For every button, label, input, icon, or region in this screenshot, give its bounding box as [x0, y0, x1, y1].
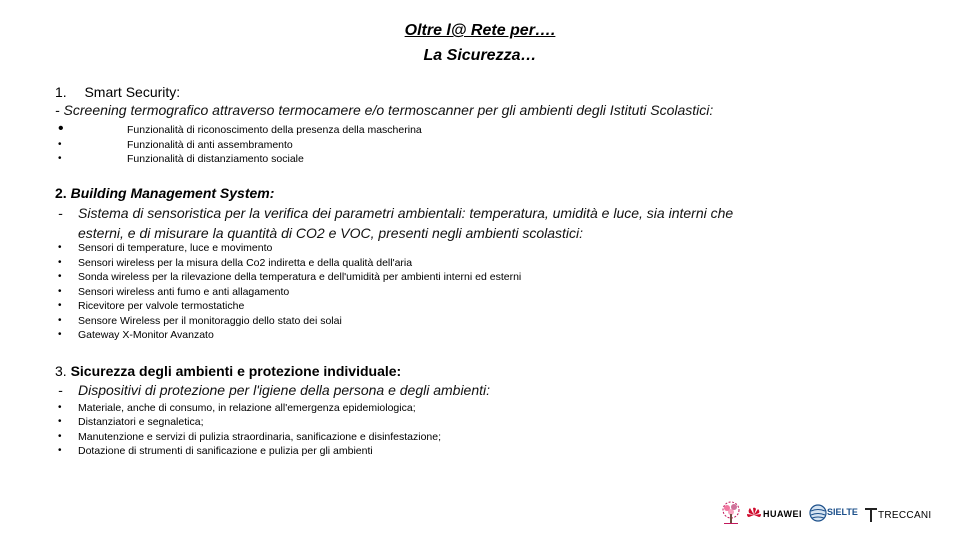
treccani-wordmark: TRECCANI	[878, 510, 932, 521]
section3-item: Dotazione di strumenti di sanificazione e pulizia per gli ambienti	[78, 445, 373, 457]
bullet-dot: •	[58, 416, 62, 427]
section2-subtitle-line2: esterni, e di misurare la quantità di CO2 e VOC, presenti negli ambienti scolastici:	[78, 225, 584, 241]
page-title-line2: La Sicurezza…	[423, 47, 537, 64]
section3-dash: -	[58, 382, 63, 398]
section1-number: 1.	[55, 84, 67, 100]
section2-item: Sensori wireless per la misura della Co2 indiretta e della qualità dell'aria	[78, 257, 413, 269]
bullet-dot: •	[58, 431, 62, 442]
section2-item: Sensori wireless anti fumo e anti allagamento	[78, 286, 290, 298]
section1-item: Funzionalità di distanziamento sociale	[127, 153, 304, 165]
section1-subtitle: - Screening termografico attraverso termocamere e/o termoscanner per gli ambienti degli Istituti Scolastici:	[55, 102, 714, 118]
bullet-dot: •	[58, 402, 62, 413]
section3-item: Manutenzione e servizi di pulizia straordinaria, sanificazione e disinfestazione;	[78, 431, 442, 443]
section2-number: 2.	[55, 185, 67, 201]
section2-subtitle-line1: Sistema di sensoristica per la verifica dei parametri ambientali: temperatura, umidità e luce, sia interni che	[78, 205, 734, 221]
section2-dash: -	[58, 205, 63, 221]
section2-item: Sensori di temperature, luce e movimento	[78, 242, 273, 254]
section3-subtitle: Dispositivi di protezione per l'igiene della persona e degli ambienti:	[78, 382, 491, 398]
section3-heading	[55, 362, 401, 380]
treccani-logo	[864, 505, 936, 525]
globe-icon	[808, 503, 828, 523]
sielte-wordmark: SIELTE	[827, 507, 858, 517]
section2-item: Sonda wireless per la rilevazione della temperatura e dell'umidità per ambienti interni ed esterni	[78, 271, 522, 283]
huawei-logo	[746, 505, 806, 525]
page-title-line1: Oltre l@ Rete per….	[404, 22, 556, 39]
section3-item: Distanziatori e segnaletica;	[78, 416, 204, 428]
tree-logo-icon	[718, 501, 744, 527]
bullet-dot: •	[58, 329, 62, 340]
bullet-dot: •	[58, 271, 62, 282]
bullet-dot: •	[58, 139, 62, 150]
section2-item: Gateway X-Monitor Avanzato	[78, 329, 214, 341]
bullet-dot: •	[58, 120, 64, 137]
section3-item: Materiale, anche di consumo, in relazione all'emergenza epidemiologica;	[78, 402, 416, 414]
bullet-dot: •	[58, 315, 62, 326]
section1-item: Funzionalità di anti assembramento	[127, 139, 293, 151]
section1-heading	[55, 83, 180, 101]
bullet-dot: •	[58, 300, 62, 311]
bullet-dot: •	[58, 286, 62, 297]
section2-item: Ricevitore per valvole termostatiche	[78, 300, 245, 312]
section3-number: 3.	[55, 363, 67, 379]
section2-heading	[55, 184, 274, 202]
section2-item: Sensore Wireless per il monitoraggio dello stato dei solai	[78, 315, 342, 327]
bullet-dot: •	[58, 257, 62, 268]
section2-title: Building Management System:	[70, 185, 275, 201]
huawei-petal-icon	[746, 507, 762, 523]
section3-title: Sicurezza degli ambienti e protezione individuale:	[70, 363, 402, 379]
bullet-dot: •	[58, 153, 62, 164]
bullet-dot: •	[58, 242, 62, 253]
huawei-wordmark: HUAWEI	[763, 509, 802, 519]
sielte-logo	[808, 502, 860, 524]
bullet-dot: •	[58, 445, 62, 456]
section1-item: Funzionalità di riconoscimento della presenza della mascherina	[127, 124, 422, 136]
section1-title: Smart Security:	[84, 84, 181, 100]
treccani-t-icon	[864, 507, 878, 523]
